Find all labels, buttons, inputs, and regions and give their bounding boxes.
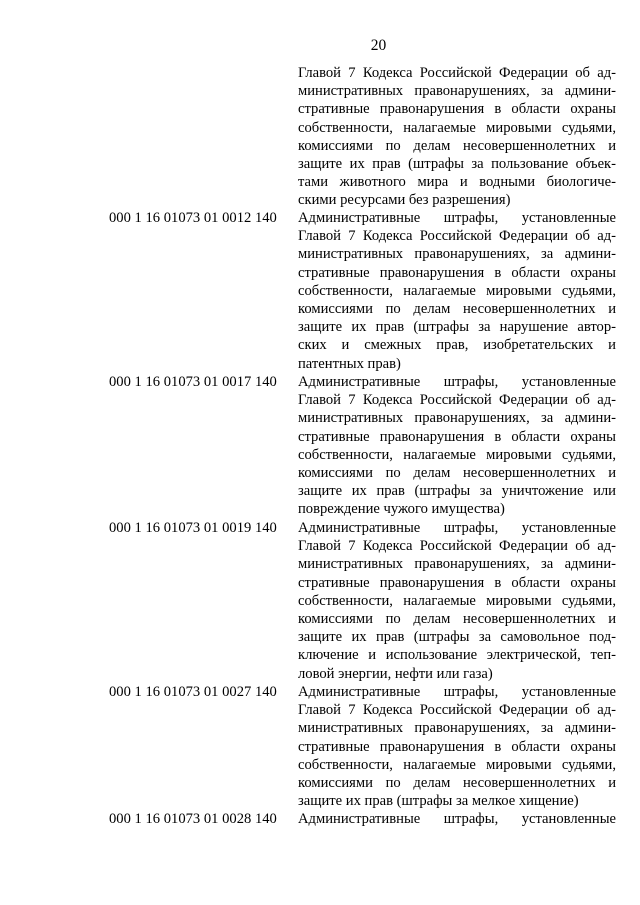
classification-code: 000 1 16 01073 01 0012 140: [109, 210, 277, 226]
description-line: защите их прав (штрафы за мелкое хищение): [298, 793, 579, 810]
description-line: ловой энергии, нефти или газа): [298, 665, 493, 682]
description-line: Главой 7 Кодекса Российской Федерации об ад-: [298, 538, 616, 555]
fine-description: [298, 209, 616, 373]
classification-code: 000 1 16 01073 01 0017 140: [109, 374, 277, 390]
description-line: Административные штрафы, установленные: [298, 684, 616, 700]
description-line: собственности, налагаемые мировыми судьями,: [298, 592, 616, 609]
description-line: Главой 7 Кодекса Российской Федерации об ад-: [298, 702, 616, 719]
classification-code: 000 1 16 01073 01 0019 140: [109, 520, 277, 536]
description-line: министративных правонарушениях, за админи-: [298, 556, 616, 573]
description-line: Главой 7 Кодекса Российской Федерации об ад-: [298, 392, 616, 409]
description-line: тами животного мира и водными биологиче-: [298, 174, 616, 191]
fine-description: [298, 683, 616, 810]
fine-description: [298, 64, 616, 210]
description-line: стративные правонарушения в области охраны: [298, 428, 616, 445]
description-line: стративные правонарушения в области охраны: [298, 738, 616, 755]
description-line: собственности, налагаемые мировыми судьями,: [298, 446, 616, 463]
description-line: патентных прав): [298, 355, 401, 372]
fine-description: [298, 519, 616, 683]
description-line: Главой 7 Кодекса Российской Федерации об ад-: [298, 65, 616, 81]
description-line: министративных правонарушениях, за админи-: [298, 410, 616, 427]
description-line: Главой 7 Кодекса Российской Федерации об ад-: [298, 228, 616, 245]
description-line: комиссиями по делам несовершеннолетних и: [298, 464, 616, 481]
description-line: защите их прав (штрафы за самовольное под-: [298, 629, 616, 646]
page-number: 20: [370, 37, 387, 54]
classification-code: 000 1 16 01073 01 0028 140: [109, 811, 277, 827]
description-line: министративных правонарушениях, за админи-: [298, 83, 616, 100]
description-line: министративных правонарушениях, за админи-: [298, 246, 616, 263]
description-line: комиссиями по делам несовершеннолетних и: [298, 610, 616, 627]
description-line: Административные штрафы, установленные: [298, 520, 616, 536]
description-line: комиссиями по делам несовершеннолетних и: [298, 300, 616, 317]
fine-description: [298, 810, 616, 828]
description-line: Административные штрафы, установленные: [298, 374, 616, 390]
fine-description: [298, 373, 616, 519]
description-line: стративные правонарушения в области охраны: [298, 574, 616, 591]
description-line: комиссиями по делам несовершеннолетних и: [298, 137, 616, 154]
description-line: стративные правонарушения в области охраны: [298, 264, 616, 281]
description-line: собственности, налагаемые мировыми судьями,: [298, 119, 616, 136]
description-line: Административные штрафы, установленные: [298, 811, 616, 827]
description-line: скими ресурсами без разрешения): [298, 192, 511, 209]
description-line: собственности, налагаемые мировыми судьями,: [298, 282, 616, 299]
description-line: ключение и использование электрической, теп-: [298, 647, 616, 664]
description-line: повреждение чужого имущества): [298, 501, 505, 518]
description-line: комиссиями по делам несовершеннолетних и: [298, 774, 616, 791]
description-line: собственности, налагаемые мировыми судьями,: [298, 756, 616, 773]
description-line: ских и смежных прав, изобретательских и: [298, 337, 616, 354]
description-line: министративных правонарушениях, за админи-: [298, 720, 616, 737]
classification-code: 000 1 16 01073 01 0027 140: [109, 684, 277, 700]
description-line: защите их прав (штрафы за уничтожение или: [298, 483, 616, 500]
description-line: защите их прав (штрафы за нарушение автор-: [298, 319, 616, 336]
description-line: стративные правонарушения в области охраны: [298, 101, 616, 118]
description-line: Административные штрафы, установленные: [298, 210, 616, 226]
description-line: защите их прав (штрафы за пользование объек-: [298, 155, 616, 172]
